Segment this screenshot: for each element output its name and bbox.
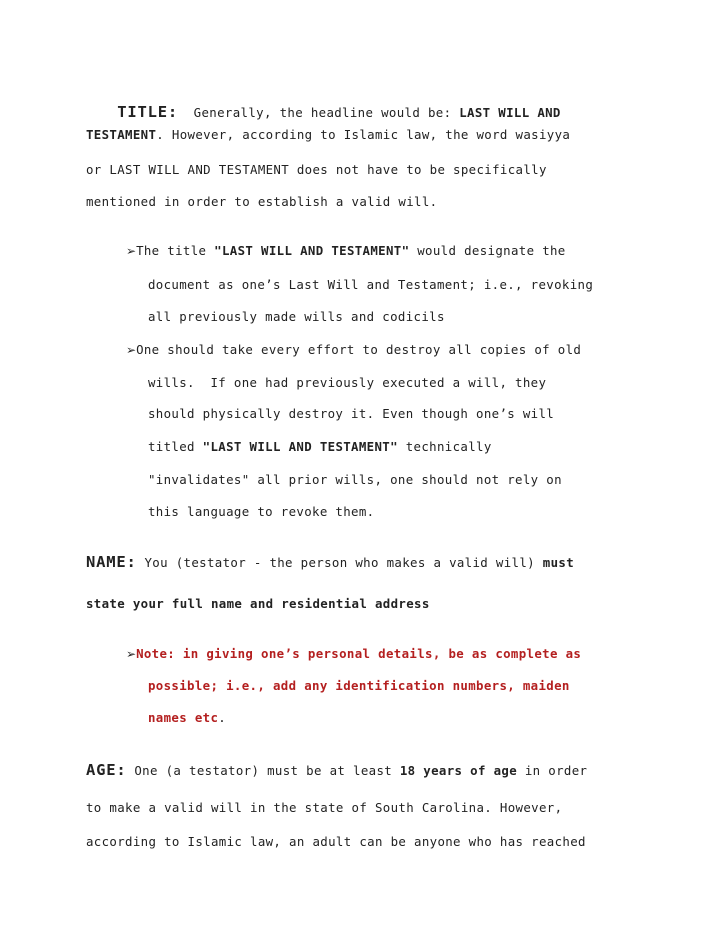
- title-paragraph-line-4: mentioned in order to establish a valid will.: [86, 194, 438, 209]
- bullet-2-line-2: wills. If one had previously executed a will, they: [148, 375, 547, 390]
- note-line-2: possible; i.e., add any identification numbers, maiden: [148, 678, 570, 693]
- text-span: The title: [136, 243, 215, 258]
- bullet-2-line-3: should physically destroy it. Even though one’s will: [148, 406, 555, 421]
- bullet-1-line-3: all previously made wills and codicils: [148, 309, 445, 324]
- name-heading: NAME:: [86, 553, 137, 571]
- bullet-2-line-1: [126, 342, 581, 358]
- title-paragraph-line-3: or LAST WILL AND TESTAMENT does not have to be specifically: [86, 162, 547, 177]
- title-text: Generally, the headline would be:: [193, 105, 460, 120]
- age-paragraph-line-2: to make a valid will in the state of South Carolina. However,: [86, 800, 563, 815]
- bullet-1-line-2: document as one’s Last Will and Testament; i.e., revoking: [148, 277, 594, 292]
- text-span: One should take every effort to destroy all copies of old: [136, 342, 582, 357]
- bold-span: "LAST WILL AND TESTAMENT": [214, 243, 410, 258]
- text-span: names etc: [148, 710, 219, 725]
- text-span: in order: [517, 763, 588, 778]
- title-bold-text: LAST WILL AND: [459, 105, 561, 120]
- text-span: would designate the: [409, 243, 566, 258]
- bullet-2-line-4: [148, 439, 492, 455]
- note-line-3: [148, 710, 226, 726]
- arrow-bullet-icon: ➢: [126, 244, 137, 258]
- bold-span: 18 years of age: [399, 763, 518, 778]
- age-paragraph-line-1: [86, 762, 587, 779]
- bullet-1-line-1: [126, 243, 566, 259]
- text-span: technically: [397, 439, 492, 454]
- title-heading: TITLE:: [117, 103, 179, 121]
- arrow-bullet-icon: ➢: [126, 647, 137, 661]
- note-line-1: [126, 646, 581, 662]
- name-paragraph-line-2: state your full name and residential address: [86, 596, 430, 611]
- bullet-2-line-6: this language to revoke them.: [148, 504, 375, 519]
- text-span: Note: in giving one’s personal details, be as complete as: [136, 646, 582, 661]
- name-paragraph-line-1: [86, 554, 574, 571]
- bullet-2-line-5: "invalidates" all prior wills, one should not rely on: [148, 472, 562, 487]
- text-span: . However, according to Islamic law, the word wasiyya: [156, 127, 571, 142]
- bold-span: "LAST WILL AND TESTAMENT": [202, 439, 398, 454]
- text-span: titled: [148, 439, 203, 454]
- bold-span: must: [542, 555, 575, 570]
- age-paragraph-line-3: according to Islamic law, an adult can be anyone who has reached: [86, 834, 586, 849]
- title-paragraph-line-2: [86, 127, 570, 143]
- testament-bold-text: TESTAMENT: [86, 127, 157, 142]
- age-heading: AGE:: [86, 761, 127, 779]
- text-span: One (a testator) must be at least: [126, 763, 400, 778]
- text-span: You (testator - the person who makes a valid will): [136, 555, 543, 570]
- text-span: .: [218, 710, 227, 725]
- arrow-bullet-icon: ➢: [126, 343, 137, 357]
